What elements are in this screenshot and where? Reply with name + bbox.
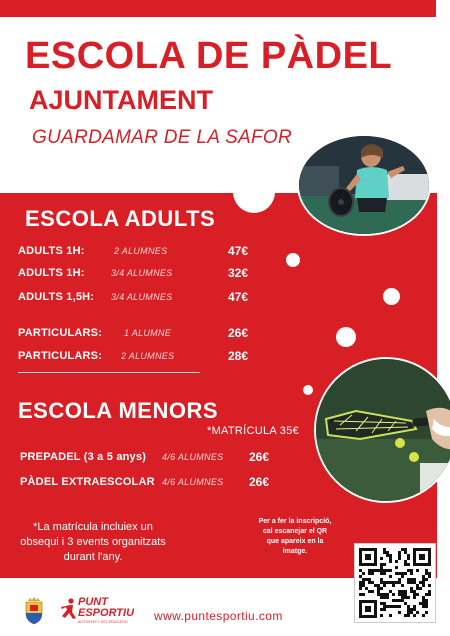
qr-module [428,575,431,578]
qr-module [392,593,395,596]
row-price: 47€ [228,290,249,304]
row-price: 28€ [228,349,249,363]
qr-module [398,599,401,602]
qr-module [398,578,401,581]
qr-module [374,569,377,572]
qr-module [380,569,383,572]
price-row [0,323,300,343]
section-title-menors: ESCOLA MENORS [18,398,219,423]
qr-module [425,569,428,572]
qr-module [368,581,371,584]
qr-module [380,593,383,596]
qr-module [386,593,389,596]
qr-module [383,596,386,599]
price-row [0,287,300,307]
qr-module [362,581,365,584]
qr-module [410,578,413,581]
qr-module [392,581,395,584]
qr-module [413,614,416,617]
qr-module [377,584,380,587]
qr-module [395,560,398,563]
section-title-adults: ESCOLA ADULTS [25,206,216,231]
qr-module [407,596,410,599]
qr-module [407,614,410,617]
qr-module [407,581,410,584]
qr-module [377,569,380,572]
price-row [0,241,300,261]
qr-module [380,602,383,605]
qr-module [413,581,416,584]
price-row [0,472,300,492]
qr-module [401,584,404,587]
qr-module [407,611,410,614]
qr-module [407,563,410,566]
qr-module [383,605,386,608]
qr-module [413,590,416,593]
row-label: ADULTS 1H: [18,267,85,279]
qr-module [389,581,392,584]
row-quantity: 1 ALUMNE [124,328,172,338]
qr-module [416,587,419,590]
logo-line-1: PUNT [78,596,108,608]
qr-module [425,605,428,608]
qr-module [377,587,380,590]
qr-module [386,554,389,557]
qr-module [416,584,419,587]
qr-module [404,563,407,566]
row-price: 26€ [249,450,270,464]
qr-module [392,605,395,608]
qr-module [371,581,374,584]
decor-circle [336,327,356,347]
row-quantity: 4/6 ALUMNES [162,452,224,462]
qr-module [383,593,386,596]
qr-module [416,569,419,572]
qr-module [365,587,368,590]
price-row [0,346,300,366]
qr-module [413,578,416,581]
qr-module [404,551,407,554]
qr-module [398,605,401,608]
qr-module [389,614,392,617]
row-price: 26€ [249,475,270,489]
qr-module [386,551,389,554]
qr-module [359,581,362,584]
qr-module [422,581,425,584]
qr-module [410,572,413,575]
qr-module [389,590,392,593]
qr-module [371,569,374,572]
qr-module [389,554,392,557]
qr-module [425,578,428,581]
qr-module [419,581,422,584]
section-divider [18,372,200,373]
qr-module [410,569,413,572]
qr-module [395,572,398,575]
qr-module [416,593,419,596]
row-price: 26€ [228,326,249,340]
qr-module [428,584,431,587]
qr-module [398,593,401,596]
qr-module [359,569,362,572]
qr-module [419,602,422,605]
qr-module [368,572,371,575]
qr-module [401,596,404,599]
logo-tagline: ACTIVITAT I OCI EDUCATIU [78,620,128,624]
qr-module [383,551,386,554]
qr-module [377,593,380,596]
qr-module [425,572,428,575]
row-label: ADULTS 1,5H: [18,291,95,303]
row-quantity: 3/4 ALUMNES [111,268,173,278]
qr-module [422,605,425,608]
qr-module [359,575,362,578]
qr-module [380,608,383,611]
decor-circle [233,193,275,213]
qr-module [383,548,386,551]
qr-module [398,611,401,614]
row-label: PREPADEL (3 a 5 anys) [20,451,147,463]
qr-module [422,575,425,578]
qr-module [413,605,416,608]
qr-module [425,611,428,614]
price-row [0,263,300,283]
qr-module [416,611,419,614]
qr-module [407,569,410,572]
qr-module [380,596,383,599]
qr-module [380,563,383,566]
qr-module [425,593,428,596]
qr-module [368,578,371,581]
qr-module [383,581,386,584]
qr-module [395,581,398,584]
padel-player-photo [297,134,431,236]
matricula-note: *La matrícula incluiex un obsequi i 3 events organitzats durant l'any. [20,521,166,563]
qr-module [377,590,380,593]
qr-module [386,581,389,584]
row-price: 47€ [228,244,249,258]
qr-module [401,575,404,578]
qr-module [404,602,407,605]
qr-module [389,557,392,560]
qr-module [371,572,374,575]
qr-module [398,590,401,593]
row-quantity: 2 ALUMNES [121,351,175,361]
qr-module [401,593,404,596]
decor-circle [383,288,400,305]
qr-module [386,605,389,608]
qr-module [404,596,407,599]
qr-module [374,584,377,587]
town-name: GUARDAMAR DE LA SAFOR [32,127,293,148]
page-title: ESCOLA DE PÀDEL [25,35,393,77]
qr-module [404,560,407,563]
qr-module [422,584,425,587]
row-label: PÀDEL EXTRAESCOLAR [20,476,155,488]
logo-line-2: ESPORTIU [78,607,135,619]
qr-module [368,569,371,572]
qr-module [404,572,407,575]
qr-module [425,599,428,602]
qr-module [383,602,386,605]
qr-module [362,578,365,581]
qr-module [380,578,383,581]
qr-module [386,596,389,599]
qr-module [386,569,389,572]
qr-module [413,608,416,611]
qr-module [410,590,413,593]
qr-module [413,593,416,596]
qr-module [380,557,383,560]
qr-module [380,614,383,617]
qr-module [389,605,392,608]
qr-module [398,557,401,560]
qr-module [422,596,425,599]
qr-instructions: Per a fer la inscripció, cal escanejar el QR que apareix en la imatge. [258,518,332,555]
qr-module [404,614,407,617]
qr-module [383,563,386,566]
qr-module [404,593,407,596]
qr-module [359,584,362,587]
qr-module [383,572,386,575]
qr-module [392,599,395,602]
row-label: PARTICULARS: [18,350,103,362]
qr-module [398,581,401,584]
qr-module [392,584,395,587]
qr-module [422,599,425,602]
qr-module [395,605,398,608]
row-label: PARTICULARS: [18,327,103,339]
qr-module [380,581,383,584]
qr-module [383,569,386,572]
price-row [0,447,300,467]
qr-module [389,575,392,578]
qr-module [362,584,365,587]
qr-module [419,587,422,590]
decor-circle [303,385,313,395]
qr-module [380,572,383,575]
qr-module [365,578,368,581]
qr-module [428,593,431,596]
qr-module [359,593,362,596]
qr-module [410,581,413,584]
qr-module [362,572,365,575]
qr-module [413,596,416,599]
qr-module [380,587,383,590]
qr-module [395,566,398,569]
padel-racket-photo [314,357,450,503]
qr-module [383,584,386,587]
padel-racket-image [316,359,450,501]
qr-module [401,572,404,575]
qr-module [407,605,410,608]
qr-module [398,554,401,557]
qr-module [389,569,392,572]
qr-module [428,572,431,575]
qr-module [410,611,413,614]
qr-module [410,587,413,590]
punt-esportiu-logo [60,596,140,630]
padel-player-image [299,136,429,234]
row-label: ADULTS 1H: [18,245,85,257]
qr-module [359,587,362,590]
qr-module [398,572,401,575]
page-subtitle: AJUNTAMENT [29,85,213,115]
qr-module [401,548,404,551]
row-quantity: 2 ALUMNES [114,246,168,256]
qr-module [383,608,386,611]
website-link[interactable]: www.puntesportiu.com [154,609,283,623]
row-price: 32€ [228,266,249,280]
qr-module [368,590,371,593]
matricula-fee: *MATRÍCULA 35€ [207,425,300,437]
qr-module [398,551,401,554]
qr-module [404,548,407,551]
row-quantity: 4/6 ALUMNES [162,477,224,487]
qr-module [425,602,428,605]
town-crest-icon [24,597,44,625]
qr-module [380,566,383,569]
qr-module [401,599,404,602]
qr-module [362,593,365,596]
qr-module [407,608,410,611]
qr-module [407,554,410,557]
punt-esportiu-logo-icon [60,598,78,620]
qr-code-icon [355,544,435,622]
qr-module [422,614,425,617]
qr-module [407,557,410,560]
qr-module [422,602,425,605]
qr-module [428,590,431,593]
qr-module [389,560,392,563]
qr-module [404,590,407,593]
qr-module [395,599,398,602]
qr-module [371,590,374,593]
top-red-band [0,0,436,17]
qr-module [407,578,410,581]
row-quantity: 3/4 ALUMNES [111,292,173,302]
qr-module [401,590,404,593]
qr-code[interactable] [354,543,436,623]
qr-module [422,578,425,581]
qr-module [410,608,413,611]
